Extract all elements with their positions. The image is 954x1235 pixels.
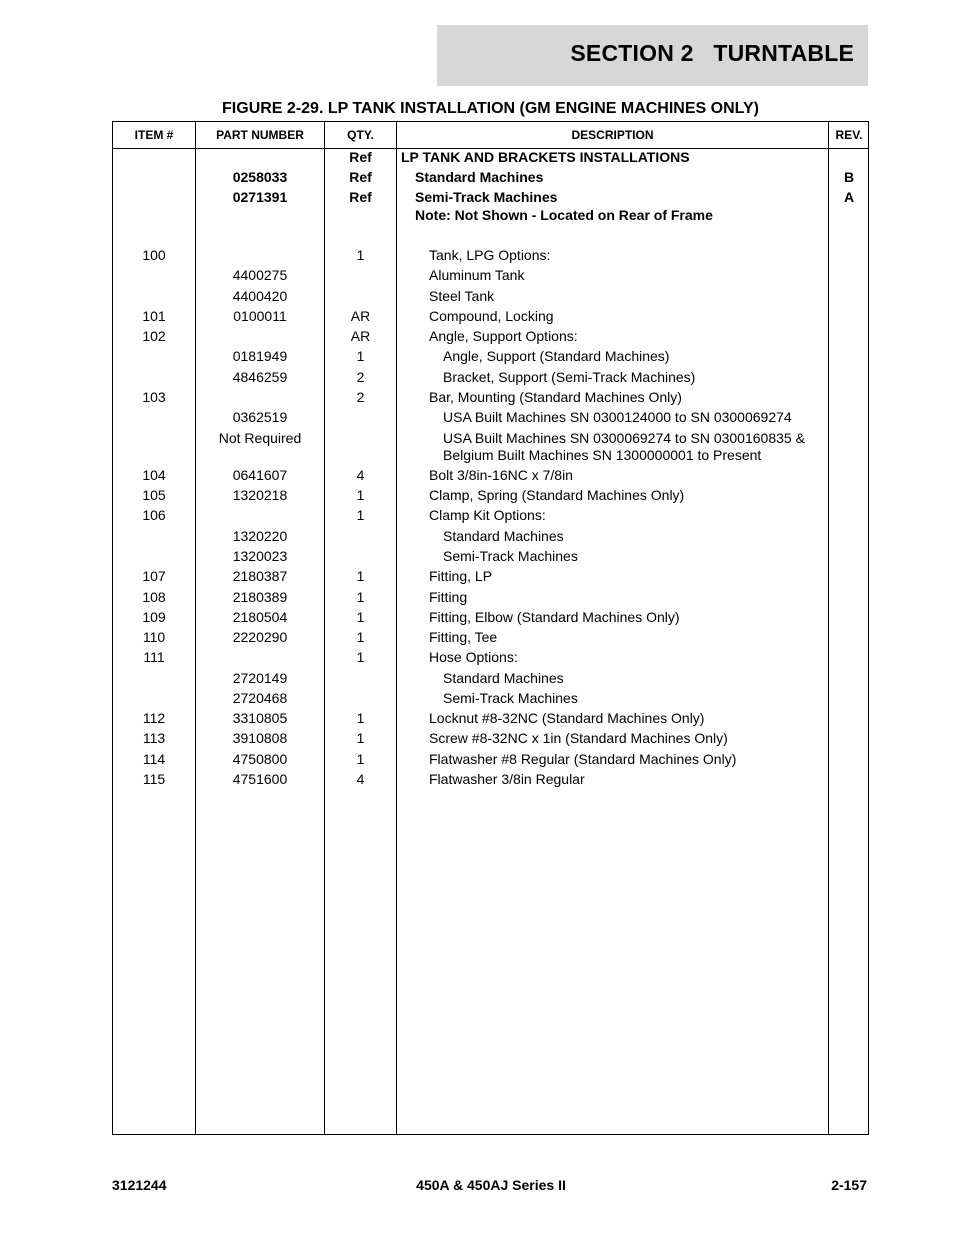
cell-qty: 2: [356, 369, 365, 385]
cell-item: 102: [142, 328, 166, 344]
cell-item: 106: [142, 507, 166, 523]
cell-qty: 1: [356, 348, 365, 364]
cell-item: 103: [142, 389, 166, 405]
cell-item: 112: [142, 710, 166, 726]
cell-item: 108: [142, 589, 166, 605]
figure-title: FIGURE 2-29. LP TANK INSTALLATION (GM ENGINE MACHINES ONLY): [222, 100, 759, 117]
cell-description: Standard Machines: [443, 528, 564, 544]
cell-item: 100: [142, 247, 166, 263]
cell-item: 105: [142, 487, 166, 503]
column-header-rev: REV.: [835, 128, 863, 142]
cell-qty: 1: [356, 247, 365, 263]
cell-qty: 1: [356, 589, 365, 605]
cell-item: 107: [142, 568, 166, 584]
cell-item: 111: [143, 649, 165, 665]
cell-part-number: 3310805: [232, 710, 288, 726]
cell-description: Aluminum Tank: [429, 267, 525, 283]
cell-part-number: 0362519: [232, 409, 288, 425]
cell-item: 110: [142, 629, 166, 645]
cell-part-number: 3910808: [232, 730, 288, 746]
cell-description: Note: Not Shown - Located on Rear of Frame: [415, 207, 713, 223]
cell-qty: 1: [356, 609, 365, 625]
section-title: SECTION 2 TURNTABLE: [570, 40, 854, 66]
cell-description: Clamp Kit Options:: [429, 507, 546, 523]
cell-qty: AR: [350, 328, 371, 344]
cell-part-number: 2180389: [232, 589, 288, 605]
cell-description: Screw #8-32NC x 1in (Standard Machines Only): [429, 730, 728, 746]
cell-description: Fitting, Tee: [429, 629, 498, 645]
cell-part-number: Not Required: [218, 430, 302, 446]
cell-qty: 1: [356, 568, 365, 584]
cell-description: Bolt 3/8in-16NC x 7/8in: [429, 467, 573, 483]
cell-description: Hose Options:: [429, 649, 518, 665]
cell-description: USA Built Machines SN 0300069274 to SN 0300160835 &: [443, 430, 805, 446]
column-header-item: ITEM #: [134, 128, 174, 142]
cell-qty: 2: [356, 389, 365, 405]
cell-description: USA Built Machines SN 0300124000 to SN 0300069274: [443, 409, 792, 425]
cell-part-number: 0641607: [232, 467, 288, 483]
cell-part-number: 4750800: [232, 751, 288, 767]
cell-part-number: 2180387: [232, 568, 288, 584]
cell-rev: B: [843, 169, 855, 185]
cell-qty: 1: [356, 487, 365, 503]
footer-model: 450A & 450AJ Series II: [416, 1177, 566, 1193]
cell-description: Angle, Support Options:: [429, 328, 578, 344]
cell-item: 101: [142, 308, 166, 324]
table-body: [113, 122, 868, 1134]
cell-item: 104: [142, 467, 166, 483]
parts-table: [112, 121, 869, 1135]
cell-part-number: 4846259: [232, 369, 288, 385]
cell-qty: Ref: [349, 149, 372, 165]
column-header-qty: QTY.: [347, 128, 374, 142]
cell-part-number: 0181949: [232, 348, 288, 364]
cell-description: Locknut #8-32NC (Standard Machines Only): [429, 710, 705, 726]
cell-qty: 1: [356, 629, 365, 645]
cell-item: 109: [142, 609, 166, 625]
cell-description: Fitting, Elbow (Standard Machines Only): [429, 609, 680, 625]
cell-qty: AR: [350, 308, 371, 324]
cell-qty: 1: [356, 751, 365, 767]
footer-doc-number: 3121244: [112, 1177, 167, 1193]
cell-description: Standard Machines: [443, 670, 564, 686]
cell-description: Bracket, Support (Semi-Track Machines): [443, 369, 696, 385]
cell-description: Compound, Locking: [429, 308, 554, 324]
cell-description: Clamp, Spring (Standard Machines Only): [429, 487, 685, 503]
cell-description: Tank, LPG Options:: [429, 247, 551, 263]
cell-description: Steel Tank: [429, 288, 495, 304]
cell-item: 113: [142, 730, 166, 746]
section-banner: [437, 25, 868, 86]
cell-qty: 1: [356, 649, 365, 665]
cell-part-number: 1320023: [232, 548, 288, 564]
cell-qty: 1: [356, 710, 365, 726]
cell-item: 114: [142, 751, 166, 767]
cell-rev: A: [843, 189, 855, 205]
cell-qty: Ref: [349, 169, 372, 185]
cell-part-number: 2720149: [232, 670, 288, 686]
cell-part-number: 2180504: [232, 609, 288, 625]
cell-description: Fitting, LP: [429, 568, 493, 584]
cell-description: Semi-Track Machines: [443, 690, 578, 706]
cell-qty: 1: [356, 730, 365, 746]
cell-part-number: 1320220: [232, 528, 288, 544]
cell-description: Flatwasher 3/8in Regular: [429, 771, 585, 787]
cell-description: Angle, Support (Standard Machines): [443, 348, 670, 364]
cell-description: Fitting: [429, 589, 468, 605]
cell-description: Standard Machines: [415, 169, 544, 185]
cell-part-number: 0271391: [232, 189, 288, 205]
cell-qty: 4: [356, 467, 365, 483]
cell-part-number: 2220290: [232, 629, 288, 645]
column-header-part-number: PART NUMBER: [216, 128, 304, 142]
cell-part-number: 1320218: [232, 487, 288, 503]
cell-description: Bar, Mounting (Standard Machines Only): [429, 389, 682, 405]
cell-description: Semi-Track Machines: [443, 548, 578, 564]
cell-qty: Ref: [349, 189, 372, 205]
cell-item: 115: [142, 771, 166, 787]
column-header-description: DESCRIPTION: [571, 128, 654, 142]
cell-part-number: 0100011: [233, 308, 287, 324]
cell-qty: 4: [356, 771, 365, 787]
cell-part-number: 4400275: [232, 267, 288, 283]
cell-part-number: 4751600: [232, 771, 288, 787]
cell-part-number: 4400420: [232, 288, 288, 304]
cell-description: Flatwasher #8 Regular (Standard Machines Only): [429, 751, 737, 767]
cell-description: LP TANK AND BRACKETS INSTALLATIONS: [401, 149, 690, 165]
cell-part-number: 2720468: [232, 690, 288, 706]
cell-description: Belgium Built Machines SN 1300000001 to Present: [443, 447, 762, 463]
cell-description: Semi-Track Machines: [415, 189, 558, 205]
cell-part-number: 0258033: [232, 169, 288, 185]
cell-qty: 1: [356, 507, 365, 523]
footer-page-number: 2-157: [831, 1177, 867, 1193]
